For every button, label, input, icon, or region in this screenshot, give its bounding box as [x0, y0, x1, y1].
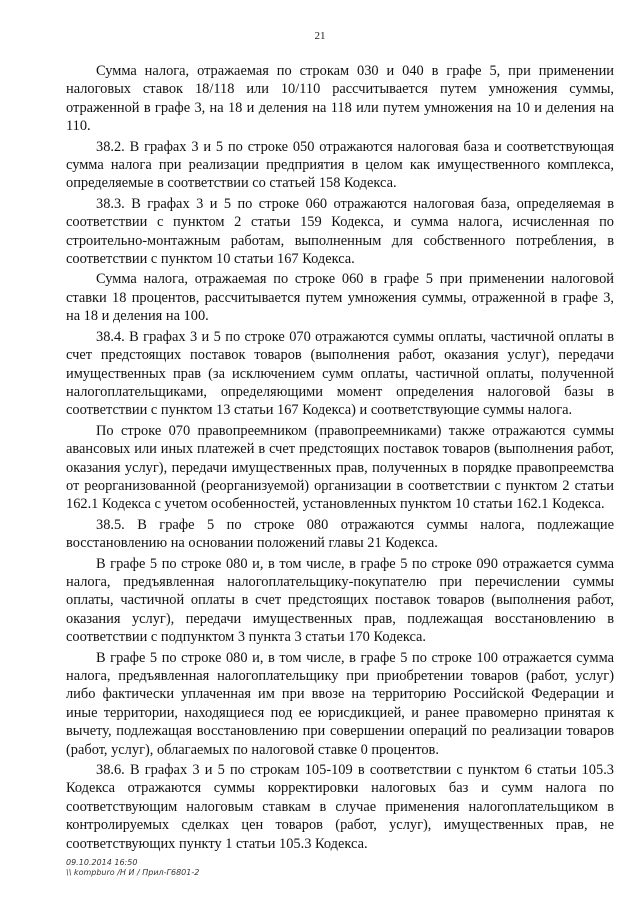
footer-file-path: \\ kompburo /Н И / Прил-Г6801-2: [66, 868, 200, 877]
paragraph: В графе 5 по строке 080 и, в том числе, в графе 5 по строке 090 отражается сумма налога, предъявленная налогоплательщику-покупателю при перечислении суммы оплаты, частичной оплаты в счет предстоящих поставок товаров (выполнения работ, оказания услуг), передачи имущественных прав, подлежащая восстановлению в соответствии с подпунктом 3 пункта 3 статьи 170 Кодекса.: [66, 555, 614, 646]
paragraph: 38.3. В графах 3 и 5 по строке 060 отражаются налоговая база, определяемая в соответствии с пунктом 2 статьи 159 Кодекса, и сумма налога, исчисленная по строительно-монтажным работам, выполненным для собственного потребления, в соответствии с пунктом 10 статьи 167 Кодекса.: [66, 195, 614, 268]
footer-timestamp: 09.10.2014 16:50: [66, 858, 138, 867]
paragraph: 38.2. В графах 3 и 5 по строке 050 отражаются налоговая база и соответствующая сумма налога при реализации предприятия в целом как имущественного комплекса, определяемые в соответствии со статьей 158 Кодекса.: [66, 138, 614, 192]
paragraph: 38.5. В графе 5 по строке 080 отражаются суммы налога, подлежащие восстановлению на основании положений главы 21 Кодекса.: [66, 516, 614, 552]
document-footer: [66, 858, 199, 878]
document-body: [66, 62, 614, 855]
paragraph: Сумма налога, отражаемая по строке 060 в графе 5 при применении налоговой ставки 18 процентов, рассчитывается путем умножения суммы, отраженной в графе 3, на 18 и деления на 100.: [66, 271, 614, 325]
paragraph: По строке 070 правопреемником (правопреемниками) также отражаются суммы авансовых или иных платежей в счет предстоящих поставок товаров (выполнения работ, оказания услуг), передачи имущественных прав, полученных в порядке правопреемства от реорганизованной (реорганизуемой) организации в соответствии с пунктом 2 статьи 162.1 Кодекса с учетом особенностей, установленных пунктом 10 статьи 162.1 Кодекса.: [66, 422, 614, 513]
paragraph: Сумма налога, отражаемая по строкам 030 и 040 в графе 5, при применении налоговых ставок 18/118 или 10/110 рассчитывается путем умножения суммы, отраженной в графе 3, на 18 и деления на 118 или путем умножения на 10 и деления на 110.: [66, 63, 614, 135]
paragraph: 38.6. В графах 3 и 5 по строкам 105-109 в соответствии с пунктом 6 статьи 105.3 Кодекса отражаются суммы корректировки налоговых баз и сумм налога по соответствующим налоговым ставкам в случае применения налогоплательщиком в контролируемых сделках цен товаров (работ, услуг), имущественных прав, не соответствующих пункту 1 статьи 105.3 Кодекса.: [66, 762, 614, 852]
page-number: 21: [314, 30, 326, 42]
paragraph: В графе 5 по строке 080 и, в том числе, в графе 5 по строке 100 отражается сумма налога, предъявленная налогоплательщику при приобретении товаров (работ, услуг) либо фактически уплаченная им при ввозе на территорию Российской Федерации и иные территории, находящиеся под ее юрисдикцией, и ранее правомерно принятая к вычету, подлежащая восстановлению при совершении операций по реализации товаров (работ, услуг), облагаемых по налоговой ставке 0 процентов.: [66, 649, 614, 758]
paragraph: 38.4. В графах 3 и 5 по строке 070 отражаются суммы оплаты, частичной оплаты в счет предстоящих поставок товаров (выполнения работ, оказания услуг), передачи имущественных прав (за исключением сумм оплаты, частичной оплаты, полученной налогоплательщиками, определяющими момент определения налоговой базы в соответствии с пунктом 13 статьи 167 Кодекса) и соответствующие суммы налога.: [66, 328, 614, 419]
